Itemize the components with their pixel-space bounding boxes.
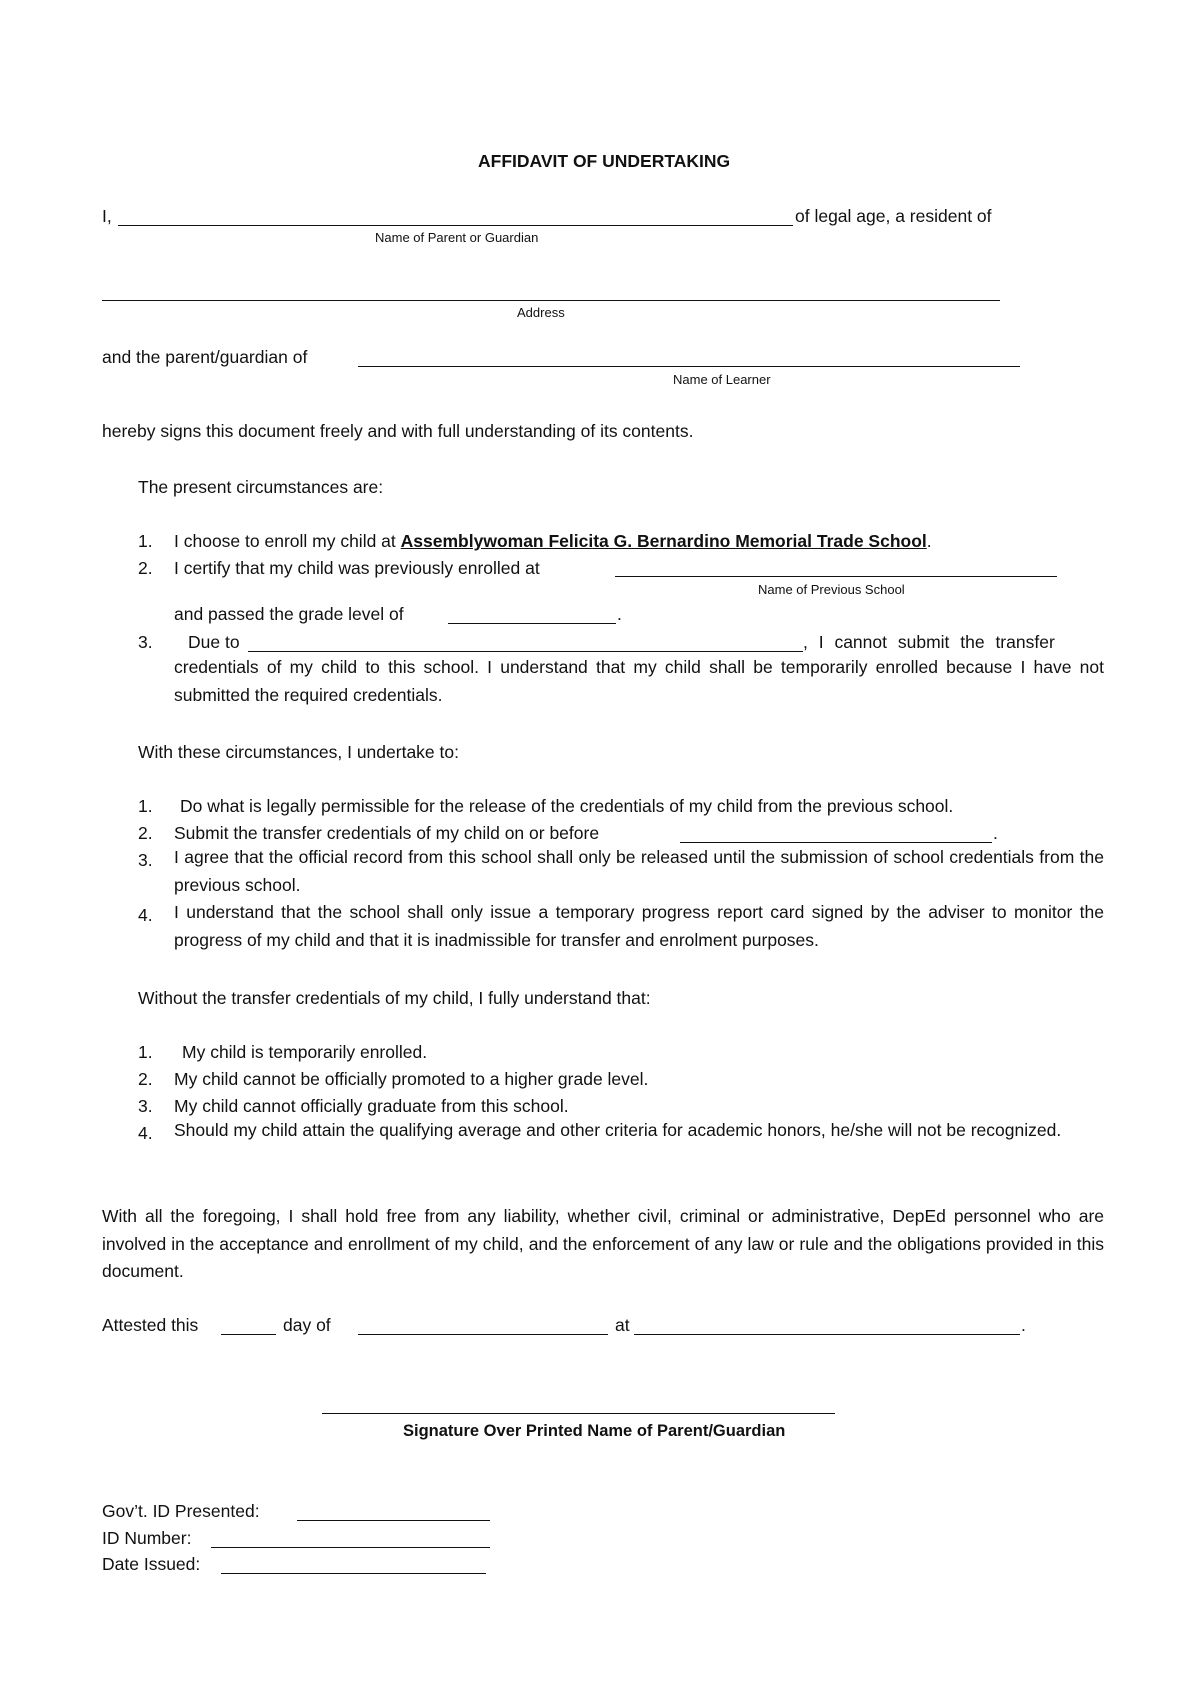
period: . — [617, 604, 622, 624]
signature-line[interactable] — [322, 1413, 835, 1414]
without-heading: Without the transfer credentials of my child, I fully understand that: — [138, 988, 651, 1008]
list-number: 1. — [138, 796, 153, 816]
date-issued-field[interactable] — [221, 1573, 486, 1574]
undertake-item-4: I understand that the school shall only issue a temporary progress report card signed by the adviser to monitor the progress of my child and that it is inadmissible for transfer and enrolment purposes. — [174, 902, 1104, 950]
submit-date-field[interactable] — [680, 842, 992, 843]
date-issued-label: Date Issued: — [102, 1554, 201, 1574]
list-number: 2. — [138, 823, 153, 843]
parent-name-caption: Name of Parent or Guardian — [375, 230, 539, 245]
learner-name-caption: Name of Learner — [673, 372, 771, 387]
undertake-item-2: Submit the transfer credentials of my child on or before — [174, 823, 600, 843]
undertake-item-1: Do what is legally permissible for the release of the credentials of my child from the previous school. — [180, 796, 954, 816]
list-number: 2. — [138, 1069, 153, 1089]
item3-prefix: Due to — [188, 632, 240, 652]
list-number: 2. — [138, 558, 153, 578]
list-number: 3. — [138, 1096, 153, 1116]
list-number: 4. — [138, 905, 153, 925]
gov-id-label: Gov’t. ID Presented: — [102, 1501, 260, 1521]
address-field[interactable] — [102, 300, 1000, 301]
list-number: 1. — [138, 531, 153, 551]
period: . — [926, 531, 932, 551]
signs-statement: hereby signs this document freely and with full understanding of its contents. — [102, 421, 694, 441]
without-item-2: My child cannot be officially promoted to a higher grade level. — [174, 1069, 649, 1089]
parent-of-text: and the parent/guardian of — [102, 347, 308, 367]
undertake-heading: With these circumstances, I undertake to: — [138, 742, 459, 762]
item1-prefix: I choose to enroll my child at — [174, 531, 396, 551]
list-number: 1. — [138, 1042, 153, 1062]
circumstance-item-3-cont: credentials of my child to this school. I understand that my child shall be temporarily enrolled because I have not submitted the required credentials. — [174, 657, 1104, 705]
period: . — [1021, 1315, 1026, 1335]
attest-day-field[interactable] — [221, 1334, 276, 1335]
grade-level-text: and passed the grade level of — [174, 604, 404, 624]
attested-day-of: day of — [283, 1315, 331, 1335]
circumstance-item-1 — [174, 530, 932, 552]
attest-place-field[interactable] — [634, 1334, 1020, 1335]
page-title: AFFIDAVIT OF UNDERTAKING — [478, 151, 731, 171]
learner-name-field[interactable] — [358, 366, 1020, 367]
without-item-4: Should my child attain the qualifying average and other criteria for academic honors, he/she will not be recognized. — [174, 1120, 1062, 1140]
id-number-label: ID Number: — [102, 1528, 192, 1548]
signature-caption: Signature Over Printed Name of Parent/Guardian — [403, 1422, 786, 1440]
circumstances-heading: The present circumstances are: — [138, 477, 384, 497]
address-caption: Address — [517, 305, 565, 320]
undertake-item-3: I agree that the official record from this school shall only be released until the submission of school credentials from the previous school. — [174, 847, 1104, 895]
list-number: 3. — [138, 850, 153, 870]
attest-month-field[interactable] — [358, 1334, 608, 1335]
list-number: 3. — [138, 632, 153, 652]
previous-school-caption: Name of Previous School — [758, 582, 905, 597]
without-item-3: My child cannot officially graduate from this school. — [174, 1096, 569, 1116]
reason-field[interactable] — [248, 651, 803, 652]
grade-level-field[interactable] — [448, 623, 616, 624]
without-item-1: My child is temporarily enrolled. — [182, 1042, 428, 1062]
foregoing-paragraph: With all the foregoing, I shall hold free from any liability, whether civil, criminal or administrative, DepEd personnel who are involved in the acceptance and enrollment of my child, and the enforcement of any law or rule and the obligations provided in this document. — [102, 1206, 1104, 1281]
item3-suffix: , I cannot submit the transfer — [803, 632, 1055, 652]
circumstance-item-2: I certify that my child was previously enrolled at — [174, 558, 540, 578]
parent-name-field[interactable] — [118, 225, 793, 226]
i-label: I, — [102, 206, 112, 226]
id-number-field[interactable] — [211, 1547, 490, 1548]
gov-id-field[interactable] — [297, 1520, 490, 1521]
list-number: 4. — [138, 1123, 153, 1143]
previous-school-field[interactable] — [615, 576, 1057, 577]
period: . — [993, 823, 998, 843]
attested-at: at — [615, 1315, 630, 1335]
attested-prefix: Attested this — [102, 1315, 199, 1335]
legal-age-text: of legal age, a resident of — [795, 206, 992, 226]
school-name: Assemblywoman Felicita G. Bernardino Memorial Trade School — [400, 531, 927, 551]
